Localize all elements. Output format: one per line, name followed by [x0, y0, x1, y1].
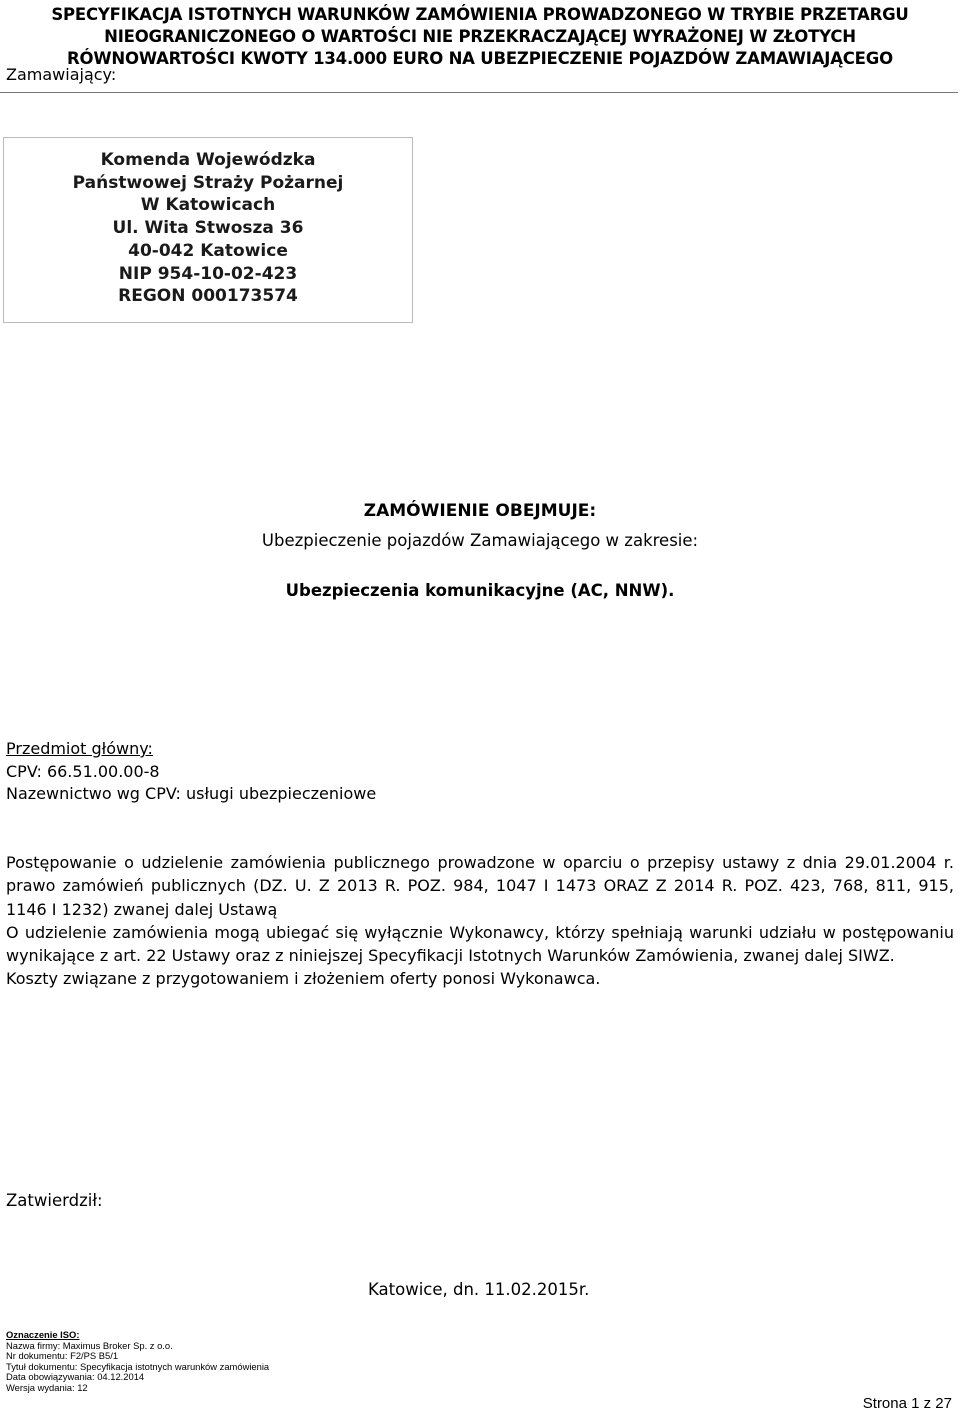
title-line-1: SPECYFIKACJA ISTOTNYCH WARUNKÓW ZAMÓWIENIA PROWADZONEGO W TRYBIE PRZETARGU: [51, 5, 909, 24]
address-line: Komenda Wojewódzka: [100, 150, 316, 170]
footer-line: Tytuł dokumentu: Specyfikacja istotnych warunków zamówienia: [6, 1360, 270, 1372]
costs-paragraph: Koszty związane z przygotowaniem i złożeniem oferty ponosi Wykonawca.: [6, 969, 601, 989]
scope-heading: ZAMÓWIENIE OBEJMUJE:: [363, 501, 597, 521]
cpv-section: [6, 738, 376, 806]
page-number: Strona 1 z 27: [862, 1395, 952, 1412]
footer-line: Nr dokumentu: F2/PS B5/1: [6, 1350, 119, 1362]
contracting-party-label: Zamawiający:: [6, 65, 117, 84]
title-line-3: RÓWNOWARTOŚCI KWOTY 134.000 EURO NA UBEZPIECZENIE POJAZDÓW ZAMAWIAJĄCEGO: [67, 49, 893, 68]
address-line: 40-042 Katowice: [128, 240, 288, 261]
cpv-nomenclature: Nazewnictwo wg CPV: usługi ubezpieczeniowe: [6, 784, 377, 803]
place-and-date: Katowice, dn. 11.02.2015r.: [368, 1280, 590, 1299]
document-title: [0, 4, 960, 70]
cpv-code: CPV: 66.51.00.00-8: [6, 761, 160, 781]
address-line: REGON 000173574: [118, 286, 298, 307]
eligibility-paragraph: O udzielenie zamówienia mogą ubiegać się wyłącznie Wykonawcy, którzy spełniają warunki udziału w postępowaniu wynikające z art. 22 Ustawy oraz z niniejszej Specyfikacji Istotnych Warunków Zamówienia, zwanej dalej SIWZ.: [6, 922, 954, 966]
procedure-description: [6, 851, 954, 991]
contracting-party-address: [3, 149, 413, 308]
address-line: NIP 954-10-02-423: [118, 263, 298, 284]
iso-label: Oznaczenie ISO:: [6, 1329, 80, 1340]
scope-insurance-type: Ubezpieczenia komunikacyjne (AC, NNW).: [285, 581, 675, 600]
address-line: W Katowicach: [140, 195, 276, 216]
scope-description: Ubezpieczenie pojazdów Zamawiającego w zakresie:: [261, 531, 699, 550]
approved-by-label: Zatwierdził:: [6, 1191, 103, 1210]
legal-basis-paragraph: Postępowanie o udzielenie zamówienia publicznego prowadzone w oparciu o przepisy ustawy z dnia 29.01.2004 r. prawo zamówień publicznych (DZ. U. Z 2013 R. POZ. 984, 1047 I 1473 ORAZ Z 2014 R. POZ. 423, 768, 811, 915, 1146 I 1232) zwanej dalej Ustawą: [6, 853, 954, 919]
footer-line: Wersja wydania: 12: [6, 1381, 88, 1393]
iso-footer: [6, 1330, 269, 1394]
header-divider: [0, 92, 958, 93]
footer-line: Nazwa firmy: Maximus Broker Sp. z o.o.: [6, 1339, 173, 1351]
title-line-2: NIEOGRANICZONEGO O WARTOŚCI NIE PRZEKRACZAJĄCEJ WYRAŻONEJ W ZŁOTYCH: [104, 27, 856, 46]
footer-line: Data obowiązywania: 04.12.2014: [6, 1371, 145, 1383]
address-line: Państwowej Straży Pożarnej: [72, 172, 344, 193]
cpv-label: Przedmiot główny:: [6, 739, 153, 758]
address-line: Ul. Wita Stwosza 36: [112, 218, 304, 239]
